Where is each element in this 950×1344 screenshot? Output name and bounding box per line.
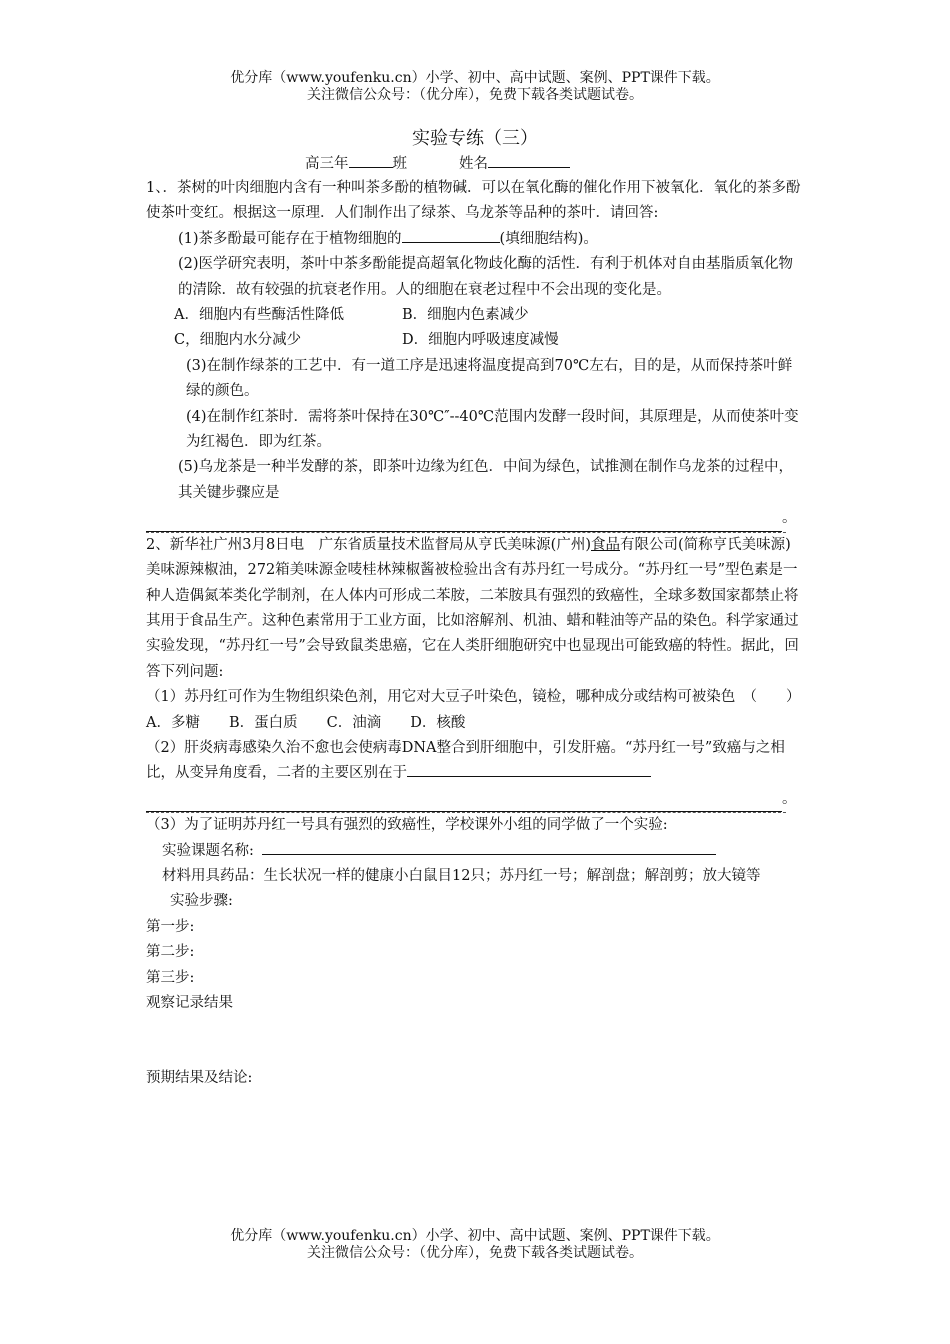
q1-intro: 1、．茶树的叶肉细胞内含有一种叫茶多酚的植物碱．可以在氧化酶的催化作用下被氧化．氧化的茶多酚使茶叶变红。根据这一原理．人们制作出了绿茶、乌龙茶等品种的茶叶．请回答: [146,180,801,222]
q1-option-a: A．细胞内有些酶活性降低 [174,307,344,324]
q2-topic-line [146,839,806,864]
q1-part2: (2)医学研究表明，茶叶中茶多酚能提高超氧化物歧化酶的活性．有利于机体对自由基脂质氧化物的清除．故有较强的抗衰老作用。人的细胞在衰老过程中不会出现的变化是。 [178,256,794,298]
q1-part1-text: (1)茶多酚最可能存在于植物细胞的 [178,230,402,247]
footer-line-1: 优分库（www.youfenku.cn）小学、初中、高中试题、案例、PPT课件下载。 [230,1228,720,1244]
q2-sub2-blank[interactable] [407,762,651,777]
class-label: 班 [392,156,407,172]
q2-period: 。 [782,790,797,807]
q2-materials: 材料用具药品：生长状况一样的健康小白鼠目12只；苏丹红一号；解剖盘；解剖剪；放大镜等 [162,867,761,884]
q2-answer-line [146,787,806,812]
q2-intro-before: 2、新华社广州3月8日电 广东省质量技术监督局从亨氏美味源(广州) [146,536,591,553]
class-name-line [305,152,570,173]
grade-label: 高三年 [305,156,349,172]
q1-option-b: B．细胞内色素减少 [402,307,529,324]
q2-intro-after: 有限公司(简称亨氏美味源) 美味源辣椒油，272箱美味源金唛桂林辣椒酱被检验出含有苏丹红一号成分。“苏丹红一号”型色素是一种人造偶氮苯类化学制剂，在人体内可形成二苯胺，二苯胺具有强烈的致癌性，全球多数国家都禁止将其用于食品生产。这种色素常用于工业方面，比如溶解剂、机油、蜡和鞋油等产品的染色。科学家通过实验发现，“苏丹红一号”会导致鼠类患癌，它在人类肝细胞研究中也显现出可能致癌的特性。据此，回答下列问题: [146,536,799,680]
q1-option-c: C，细胞内水分减少 [174,332,302,349]
q1-option-d: D．细胞内呼吸速度减慢 [402,332,559,349]
header-line-1: 优分库（www.youfenku.cn）小学、初中、高中试题、案例、PPT课件下载。 [230,70,720,86]
q2-step-3: 第三步: [146,969,195,986]
q1-part3: (3)在制作绿茶的工艺中．有一道工序是迅速将温度提高到70℃左右，目的是，从而保持茶叶鲜绿的颜色。 [186,357,793,400]
q1-part1-blank[interactable] [402,228,500,243]
q1-options-row-2 [146,328,806,353]
q2-topic-blank[interactable] [262,840,716,855]
name-label: 姓名 [459,156,488,172]
q1-part1-suffix: (填细胞结构)。 [499,230,598,247]
q2-steps-label: 实验步骤: [170,893,233,910]
name-blank[interactable] [488,153,570,168]
q1-answer-line [146,506,806,531]
q1-part4: (4)在制作红茶时．需将茶叶保持在30℃″--40℃范围内发酵一段时间，其原理是，从而使茶叶变为红褐色．即为红茶。 [186,408,799,451]
q2-sub2-text: （2）肝炎病毒感染久治不愈也会使病毒DNA整合到肝细胞中，引发肝癌。“苏丹红一号”致癌与之相比，从变异角度看，二者的主要区别在于 [146,739,785,782]
header-line-2: 关注微信公众号：（优分库），免费下载各类试题试卷。 [307,87,643,103]
q1-answer-blank[interactable] [146,513,782,532]
q2-expected: 预期结果及结论: [146,1070,253,1087]
question-content [146,176,806,1092]
grade-blank[interactable] [349,153,393,168]
q2-observe: 观察记录结果 [146,995,233,1011]
q2-intro-link[interactable]: 食品 [591,536,620,553]
q1-options-row-1 [146,303,806,328]
q2-topic-label: 实验课题名称: [162,842,254,859]
q2-step-1: 第一步: [146,918,195,935]
q1-part1 [146,227,806,252]
q2-answer-blank[interactable] [146,793,782,812]
q1-period: 。 [782,510,797,527]
footer-line-2: 关注微信公众号：（优分库），免费下载各类试题试卷。 [307,1245,643,1261]
q2-sub3: （3）为了证明苏丹红一号具有强烈的致癌性，学校课外小组的同学做了一个实验: [146,817,668,834]
q2-step-2: 第二步: [146,944,195,961]
page-header [0,70,950,104]
q2-sub1: （1）苏丹红可作为生物组织染色剂，用它对大豆子叶染色，镜检，哪种成分或结构可被染色 （ ）A．多糖 B．蛋白质 C．油滴 D．核酸 [146,689,801,731]
q2-sub2 [146,736,806,787]
q1-part5: (5)乌龙茶是一种半发酵的茶，即茶叶边缘为红色．中间为绿色，试推测在制作乌龙茶的过程中，其关键步骤应是 [178,459,794,501]
q2-intro [146,533,806,685]
page-title: 实验专练（三） [412,128,538,149]
page-footer [0,1228,950,1262]
